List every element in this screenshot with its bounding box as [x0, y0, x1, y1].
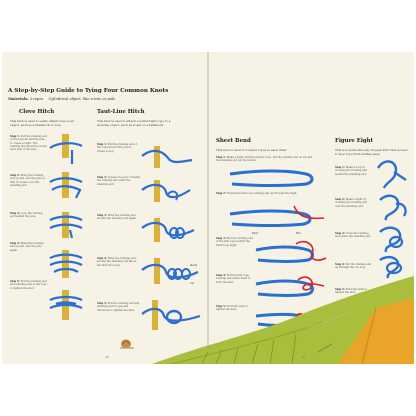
figure-eight-step-3: Step 3: Cross the running end under the standing end. — [335, 232, 371, 239]
clove-hitch-title: Clove Hitch — [19, 109, 55, 115]
sheet-bend-title: Sheet Bend — [216, 138, 251, 144]
sheet-bend-step-3: Step 3: Run the running end of the thin rope behind the thick rope bight. — [216, 237, 253, 247]
sheet-label-thin: thin — [296, 232, 301, 235]
page-number-left: 40 — [105, 355, 109, 359]
sheet-bend-step-1: Step 1: Make a bight with the thicker rope. Put the running end on top and the standing end on the bottom. — [216, 156, 313, 163]
clove-hitch-step-1: Step 1: Pull the running end of the rope around the pole to create a bight. The running end should be at the back side of the pole. — [10, 135, 47, 152]
sheet-bend-intro: This knot is used to connect ropes to each other. — [216, 148, 288, 152]
spread-title: A Step-by-Step Guide to Tying Four Common Knots — [8, 88, 169, 94]
materials-value: 2 ropes — [29, 97, 44, 101]
materials-label: Materials: — [8, 97, 29, 101]
figure-eight-step-2: Step 2: Make a bight by crossing the running end over the standing end. — [335, 198, 367, 208]
landscape-illustration — [2, 52, 414, 364]
clove-hitch-step-4: Step 4: Bring the running end up and over the pole again. — [10, 242, 44, 252]
clove-hitch-step-3: Step 3: Loop the running end behind the pole. — [10, 212, 43, 219]
figure-eight-title: Figure Eight — [335, 138, 374, 144]
book-spread — [2, 52, 414, 364]
clove-hitch-intro: This knot is used to easily attach rope to an object, such as a hammock or pole. — [10, 119, 75, 128]
materials-note: Cylindrical object, like a tree or pole — [48, 97, 116, 101]
taut-line-step-4: Step 4: Wrap the running end around the standing end above the first two loops. — [97, 257, 137, 267]
sheet-bend-step-4: Step 4: Pull the thin rope running end under itself to form the knot. — [216, 274, 251, 284]
page-number-right: 41 — [302, 355, 306, 359]
taut-line-step-1: Step 1: Pull the running end of the rope around the pole to create a loop. — [97, 143, 137, 153]
taut-line-step-2: Step 2: Create a loop by crossing the running end under the standing end. — [97, 176, 140, 186]
taut-label-stand: stand — [190, 264, 197, 267]
sheet-bend-step-5: Step 5: Pull both ends to tighten the knot. — [216, 305, 249, 312]
taut-line-step-3: Step 3: Wrap the running end around the standing end again. — [97, 214, 137, 221]
figure-eight-step-1: Step 1: Make a loop by crossing the running end behind the standing end. — [335, 166, 367, 176]
clove-hitch-step-2: Step 2: Bring the running end up and over the pole so that it crosses over the standing end. — [10, 174, 46, 187]
taut-line-step-5: Step 5: Pull the running end and standing end in opposite directions to tighten the knot. — [97, 302, 140, 312]
figure-eight-intro: This is a quick and easy stopper knot that is used to stop rope from sliding away. — [335, 148, 408, 157]
clove-hitch-step-5: Step 5: Pull the running end and standing end of the rope to tighten the knot. — [10, 280, 47, 290]
sheet-label-thick: thick — [252, 232, 259, 235]
figure-eight-step-5: Step 5: Pull both ends to tighten the knot. — [335, 288, 368, 295]
snail-icon — [120, 340, 134, 349]
figure-eight-step-4: Step 4: Put the running end up through the top loop. — [335, 263, 372, 270]
taut-line-intro: This knot is used to attach a pulled-tight rope to a mooring object, such as a tent or a hammock. — [97, 119, 171, 128]
taut-line-title: Taut-Line Hitch — [97, 109, 145, 115]
sheet-bend-step-2: Step 2: Thread the thin rope running end up through the bight. — [216, 192, 298, 195]
taut-label-run: run — [190, 282, 195, 285]
